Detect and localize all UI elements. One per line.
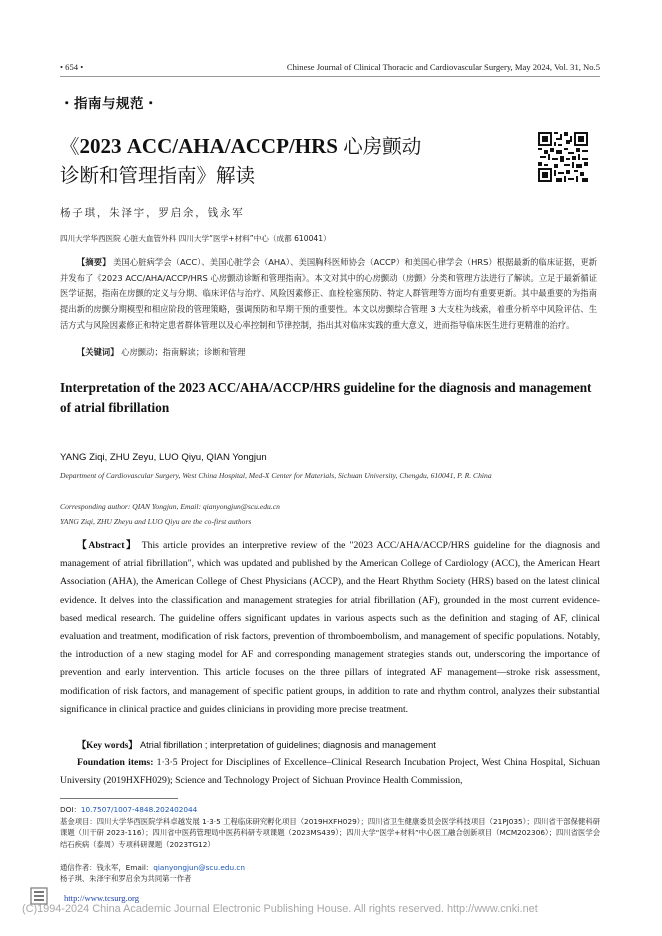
authors-en: YANG Ziqi, ZHU Zeyu, LUO Qiyu, QIAN Yongjun — [60, 452, 267, 463]
title-line2: 诊断和管理指南》解读 — [60, 164, 256, 187]
section-label: ・指南与规范・ — [60, 96, 158, 112]
abstract-en — [60, 537, 600, 719]
keywords-cn — [60, 345, 614, 361]
abstract-cn — [60, 255, 597, 334]
title-guideline-name: 2023 ACC/AHA/ACCP/HRS — [79, 134, 344, 158]
qr-code-icon — [538, 132, 588, 182]
title-open-bracket: 《 — [60, 135, 80, 158]
affiliation-en: Department of Cardiovascular Surgery, West China Hospital, Med-X Center for Materials, Sichuan University, Chengdu, 610041, P. R. China — [60, 471, 492, 480]
keywords-cn-text: 心房颤动；指南解读；诊断和管理 — [121, 347, 246, 357]
header-rule — [60, 76, 600, 77]
foundation-items-en — [60, 754, 600, 790]
authors-cn: 杨子琪，朱泽宇，罗启余，钱永军 — [60, 207, 245, 219]
co-first-footnote: 杨子琪、朱泽宇和罗启余为共同第一作者 — [60, 874, 192, 883]
keywords-en-label: 【Key words】 — [77, 740, 138, 750]
corr-label: 通信作者：钱永军，Email： — [60, 863, 154, 872]
title-line1-cn: 心房颤动 — [343, 135, 422, 158]
doi-line — [60, 804, 600, 815]
foundation-label: Foundation items: — [77, 757, 154, 768]
foundation-text: 1·3·5 Project for Disciplines of Excellence–Clinical Research Incubation Project, West China Hospital, Sichuan University (2019HXFH029); Science and Technology Project of Sichuan Province Health Commission, — [60, 757, 600, 787]
keywords-en — [60, 736, 617, 754]
corresponding-author-en: Corresponding author: QIAN Yongjun, Email: qianyongjun@scu.edu.cn — [60, 502, 280, 511]
abstract-cn-text: 美国心脏病学会（ACC）、美国心脏学会（AHA）、美国胸科医师协会（ACCP）和美国心律学会（HRS）根据最新的临床证据，更新并发布了《2023 ACC/AHA/ACCP/HRS 心房颤动诊断和管理指南》。本文对其中的心房颤动（房颤）分类和管理方法进行了解读。立足于最新循证医学证据，指南在房颤的定义与分期、临床评估与治疗、风险因素修正、血栓栓塞预防、特定人群管理等方面均有重要更新。其中最重要的为指南提出新的房颤分期模型和相应阶段的管理策略，强调预防和早期干预的重要性。本文以房颤综合管理 3 大支柱为线索，着重分析卒中风险评估、生活方式与风险因素修正和特定患者群体管理以及心率控制和节律控制，指出其对临床实践的重大意义，进而指导临床医生进行更精准的治疗。 — [60, 257, 597, 330]
footnote-rule — [60, 798, 178, 799]
co-first-authors-en: YANG Ziqi, ZHU Zheyu and LUO Qiyu are the co-first authors — [60, 517, 252, 526]
corr-email-link[interactable]: qianyongjun@scu.edu.cn — [153, 863, 246, 872]
page-number: • 654 • — [60, 62, 84, 72]
doi-label: DOI： — [60, 805, 81, 814]
article-title-cn — [60, 132, 480, 190]
abstract-en-text: This article provides an interpretive review of the "2023 ACC/AHA/ACCP/HRS guideline for the diagnosis and management of atrial fibrillation", which was updated and published by the American College of Cardiology (ACC), the American Heart Association (AHA), the American College of Chest Physicians (ACCP), and the Heart Rhythm Society (HRS) based on the latest clinical evidence. It delves into the classification and management strategies for atrial fibrillation (AF), grounded in the most current evidence-based medical research. The guideline offers significant updates in various aspects such as the definition and staging of AF, clinical evaluation and treatment, modification of risk factors, prevention of thromboembolism, and management of specific populations. Notably, the introduction of a new staging model for AF and corresponding management strategies stands out, underscoring the importance of prevention and early intervention. This article focuses on the three pillars of integrated AF management—stroke risk assessment, modification of risk factors, and management of specific patient groups, in addition to rate and rhythm control, analyzes their substantial significance in clinical practice and guides clinicians in providing more precise treatment. — [60, 540, 601, 715]
abstract-cn-label: 【摘要】 — [77, 257, 111, 267]
journal-running-header: Chinese Journal of Clinical Thoracic and Cardiovascular Surgery, May 2024, Vol. 31, No.5 — [286, 62, 600, 72]
corresponding-footnote — [60, 862, 600, 873]
funding-footnote: 基金项目：四川大学华西医院学科卓越发展 1·3·5 工程临床研究孵化项目（2019HXFH029）；四川省卫生健康委员会医学科技项目（21PJ035）；四川省干部保健科研课题（川干研 2023-116）；四川省中医药管理局中医药科研专项课题（2023MS439）；四川大学“医学+材料”中心医工融合创新项目（MCM202306）；四川省医学会结石疾病（泰周）专项科研课题（2023TG12） — [60, 817, 600, 849]
affiliation-cn: 四川大学华西医院 心脏大血管外科 四川大学“医学+材料”中心（成都 610041） — [60, 234, 331, 243]
abstract-en-label: 【Abstract】 — [77, 540, 138, 551]
keywords-cn-label: 【关键词】 — [77, 347, 119, 357]
article-title-en: Interpretation of the 2023 ACC/AHA/ACCP/HRS guideline for the diagnosis and management of atrial fibrillation — [60, 380, 592, 415]
website-link[interactable]: http://www.tcsurg.org — [64, 893, 140, 903]
copyright-watermark: (C)1994-2024 China Academic Journal Electronic Publishing House. All rights reserved. http://www.cnki.net — [22, 903, 538, 915]
doi-link[interactable]: 10.7507/1007-4848.202402044 — [80, 805, 198, 814]
keywords-en-text: Atrial fibrillation ; interpretation of guidelines; diagnosis and management — [140, 740, 436, 750]
